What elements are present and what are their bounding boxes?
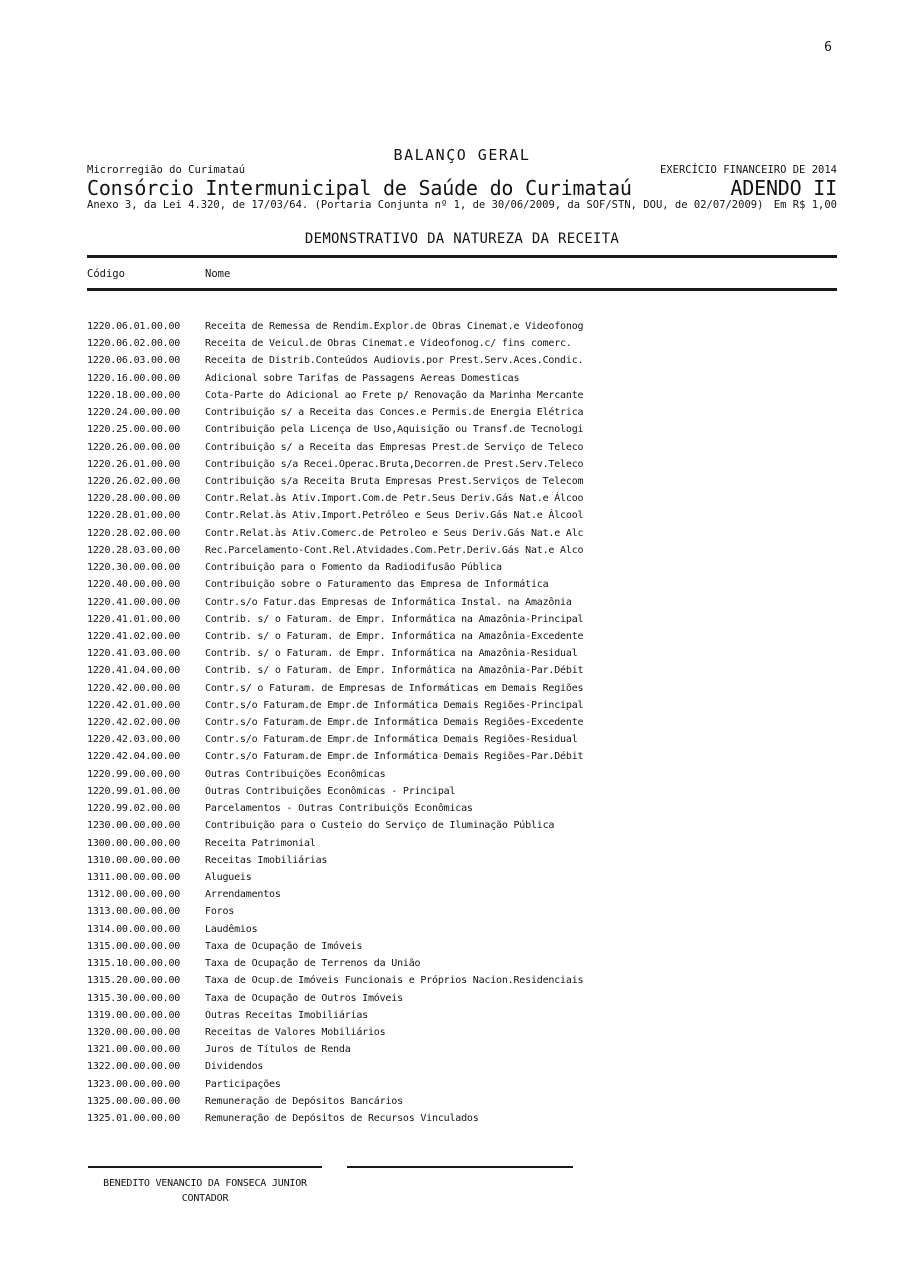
row-code: 1220.30.00.00.00 (87, 562, 181, 574)
row-code: 1220.41.03.00.00 (87, 648, 181, 660)
table-row (87, 869, 867, 886)
row-code: 1310.00.00.00.00 (87, 854, 181, 866)
row-name: Contrib. s/ o Faturam. de Empr. Informática na Amazônia-Residual (205, 648, 578, 660)
row-code: 1220.99.02.00.00 (87, 803, 181, 815)
row-name: Remuneração de Depósitos de Recursos Vinculados (205, 1113, 479, 1125)
table-row (87, 680, 867, 697)
row-name: Foros (205, 906, 235, 918)
table-row (87, 886, 867, 903)
divider-top (87, 255, 837, 258)
table-row (87, 645, 867, 662)
row-code: 1220.26.00.00.00 (87, 441, 181, 453)
table-row (87, 542, 867, 559)
revenue-nature-table (87, 318, 867, 1127)
table-row (87, 800, 867, 817)
row-code: 1315.00.00.00.00 (87, 940, 181, 952)
table-row (87, 1110, 867, 1127)
row-name: Cota-Parte do Adicional ao Frete p/ Renovação da Marinha Mercante (205, 389, 584, 401)
row-name: Receita de Remessa de Rendim.Explor.de Obras Cinemat.e Videofonog (205, 321, 584, 332)
row-name: Contribuição para o Custeio do Serviço de Iluminação Pública (205, 820, 555, 832)
org-name: Consórcio Intermunicipal de Saúde do Curimataú (87, 176, 632, 200)
row-code: 1220.25.00.00.00 (87, 424, 181, 436)
header-line-legal (87, 199, 837, 211)
row-name: Remuneração de Depósitos Bancários (205, 1095, 403, 1107)
row-name: Contr.s/ o Faturam. de Empresas de Informáticas em Demais Regiões (205, 682, 584, 694)
row-code: 1220.18.00.00.00 (87, 389, 181, 401)
table-row (87, 1041, 867, 1058)
table-row (87, 748, 867, 765)
row-name: Participações (205, 1078, 281, 1090)
signature-line-left (88, 1166, 322, 1168)
row-name: Receita Patrimonial (205, 837, 316, 849)
row-code: 1220.28.03.00.00 (87, 544, 181, 556)
row-code: 1220.16.00.00.00 (87, 372, 181, 384)
row-code: 1220.26.02.00.00 (87, 475, 181, 487)
table-row (87, 507, 867, 524)
row-name: Outras Contribuições Econômicas - Principal (205, 785, 456, 797)
row-name: Contr.Relat.às Ativ.Import.Petróleo e Seus Deriv.Gás Nat.e Álcool (205, 510, 584, 522)
table-row (87, 318, 867, 335)
table-row (87, 817, 867, 834)
row-name: Receitas de Valores Mobiliários (205, 1026, 386, 1038)
row-code: 1220.42.02.00.00 (87, 717, 181, 729)
adendo-label: ADENDO II (730, 176, 837, 200)
row-code: 1315.20.00.00.00 (87, 975, 181, 987)
row-code: 1220.42.04.00.00 (87, 751, 181, 763)
table-row (87, 352, 867, 369)
table-row (87, 1024, 867, 1041)
fiscal-year: EXERCÍCIO FINANCEIRO DE 2014 (659, 164, 837, 176)
table-row (87, 421, 867, 438)
row-name: Taxa de Ocupação de Imóveis (205, 940, 363, 952)
row-code: 1220.41.02.00.00 (87, 630, 181, 642)
table-row (87, 490, 867, 507)
table-row (87, 783, 867, 800)
row-name: Alugueis (205, 872, 252, 883)
row-code: 1321.00.00.00.00 (87, 1044, 181, 1056)
table-row (87, 938, 867, 955)
table-row (87, 903, 867, 920)
table-row (87, 972, 867, 989)
row-code: 1220.28.00.00.00 (87, 493, 181, 505)
row-name: Contrib. s/ o Faturam. de Empr. Informática na Amazônia-Principal (205, 613, 584, 625)
row-code: 1325.00.00.00.00 (87, 1095, 181, 1107)
org-region: Microrregião do Curimataú (87, 164, 246, 176)
row-code: 1322.00.00.00.00 (87, 1061, 181, 1073)
row-code: 1315.10.00.00.00 (87, 958, 181, 970)
row-name: Contr.s/o Fatur.das Empresas de Informática Instal. na Amazônia (205, 596, 572, 608)
row-code: 1220.42.00.00.00 (87, 682, 181, 694)
row-code: 1320.00.00.00.00 (87, 1026, 181, 1038)
table-row (87, 628, 867, 645)
row-name: Outras Contribuições Econômicas (205, 768, 386, 780)
table-row (87, 766, 867, 783)
row-name: Contr.Relat.às Ativ.Comerc.de Petroleo e Seus Deriv.Gás Nat.e Alc (205, 527, 584, 539)
document-title: BALANÇO GERAL (393, 146, 531, 164)
table-row (87, 387, 867, 404)
table-row (87, 714, 867, 731)
row-name: Outras Receitas Imobiliárias (205, 1009, 368, 1021)
row-code: 1314.00.00.00.00 (87, 923, 181, 935)
row-code: 1230.00.00.00.00 (87, 820, 181, 832)
row-name: Contribuição pela Licença de Uso,Aquisição ou Transf.de Tecnologi (205, 424, 584, 436)
row-code: 1220.42.03.00.00 (87, 734, 181, 746)
column-header-code: Código (87, 268, 125, 280)
legal-reference: Anexo 3, da Lei 4.320, de 17/03/64. (Portaria Conjunta nº 1, de 30/06/2009, da SOF/STN, DOU, de 02/07/2009) (87, 199, 764, 211)
row-code: 1220.06.01.00.00 (87, 321, 181, 332)
row-name: Contrib. s/ o Faturam. de Empr. Informática na Amazônia-Par.Débit (205, 665, 584, 677)
row-code: 1220.41.04.00.00 (87, 665, 181, 677)
table-row (87, 662, 867, 679)
row-name: Contr.s/o Faturam.de Empr.de Informática Demais Regiões-Par.Débit (205, 751, 584, 763)
row-name: Taxa de Ocup.de Imóveis Funcionais e Próprios Nacion.Residenciais (205, 975, 584, 987)
row-code: 1220.42.01.00.00 (87, 699, 181, 711)
page-number: 6 (824, 40, 832, 55)
row-code: 1312.00.00.00.00 (87, 889, 181, 901)
row-code: 1300.00.00.00.00 (87, 837, 181, 849)
row-name: Rec.Parcelamento-Cont.Rel.Atvidades.Com.Petr.Deriv.Gás Nat.e Alco (205, 544, 584, 556)
row-code: 1319.00.00.00.00 (87, 1009, 181, 1021)
row-code: 1220.28.01.00.00 (87, 510, 181, 522)
row-name: Receita de Distrib.Conteúdos Audiovis.por Prest.Serv.Aces.Condic. (205, 355, 584, 367)
table-row (87, 955, 867, 972)
row-name: Contr.s/o Faturam.de Empr.de Informática Demais Regiões-Residual (205, 734, 578, 746)
row-name: Parcelamentos - Outras Contribuiçõs Econômicas (205, 803, 473, 815)
table-row (87, 1058, 867, 1075)
table-row (87, 473, 867, 490)
row-name: Contrib. s/ o Faturam. de Empr. Informática na Amazônia-Excedente (205, 630, 584, 642)
row-code: 1220.41.00.00.00 (87, 596, 181, 608)
row-name: Contr.s/o Faturam.de Empr.de Informática Demais Regiões-Excedente (205, 717, 584, 729)
row-code: 1220.26.01.00.00 (87, 458, 181, 470)
row-code: 1220.24.00.00.00 (87, 407, 181, 419)
table-row (87, 576, 867, 593)
row-name: Contribuição sobre o Faturamento das Empresa de Informática (205, 579, 549, 591)
table-row (87, 852, 867, 869)
report-title: DEMONSTRATIVO DA NATUREZA DA RECEITA (304, 231, 620, 247)
signatory-role: CONTADOR (181, 1193, 229, 1204)
row-code: 1220.99.00.00.00 (87, 768, 181, 780)
table-row (87, 456, 867, 473)
row-code: 1220.40.00.00.00 (87, 579, 181, 591)
table-row (87, 1093, 867, 1110)
row-name: Contribuição s/a Recei.Operac.Bruta,Decorren.de Prest.Serv.Teleco (205, 458, 584, 470)
signatory-name: BENEDITO VENANCIO DA FONSECA JUNIOR (103, 1178, 307, 1189)
divider-header (87, 288, 837, 291)
table-row (87, 731, 867, 748)
row-name: Contr.Relat.às Ativ.Import.Com.de Petr.Seus Deriv.Gás Nat.e Álcoo (205, 493, 584, 505)
header-line-org (87, 176, 837, 200)
table-row (87, 835, 867, 852)
column-header-name: Nome (205, 268, 231, 280)
row-name: Dividendos (205, 1061, 264, 1073)
row-name: Contribuição para o Fomento da Radiodifusão Pública (205, 562, 502, 574)
row-name: Contribuição s/ a Receita das Empresas Prest.de Serviço de Teleco (205, 441, 584, 453)
table-row (87, 594, 867, 611)
row-name: Adicional sobre Tarifas de Passagens Aereas Domesticas (205, 372, 520, 384)
row-code: 1325.01.00.00.00 (87, 1113, 181, 1125)
table-row (87, 921, 867, 938)
row-code: 1220.28.02.00.00 (87, 527, 181, 539)
row-name: Receitas Imobiliárias (205, 854, 328, 866)
table-row (87, 611, 867, 628)
table-row (87, 335, 867, 352)
row-code: 1220.06.02.00.00 (87, 338, 181, 350)
row-name: Taxa de Ocupação de Outros Imóveis (205, 992, 403, 1004)
row-code: 1311.00.00.00.00 (87, 872, 181, 883)
row-name: Contr.s/o Faturam.de Empr.de Informática Demais Regiões-Principal (205, 699, 584, 711)
row-code: 1315.30.00.00.00 (87, 992, 181, 1004)
table-column-headers (87, 268, 837, 280)
row-name: Taxa de Ocupação de Terrenos da União (205, 958, 421, 970)
row-code: 1220.06.03.00.00 (87, 355, 181, 367)
signature-line-right (347, 1166, 573, 1168)
currency-note: Em R$ 1,00 (773, 199, 837, 211)
row-code: 1313.00.00.00.00 (87, 906, 181, 918)
table-row (87, 525, 867, 542)
row-name: Laudêmios (205, 923, 258, 935)
row-name: Receita de Veicul.de Obras Cinemat.e Videofonog.c/ fins comerc. (205, 338, 572, 350)
table-row (87, 990, 867, 1007)
table-row (87, 404, 867, 421)
row-code: 1220.99.01.00.00 (87, 785, 181, 797)
row-code: 1220.41.01.00.00 (87, 613, 181, 625)
table-row (87, 559, 867, 576)
table-row (87, 370, 867, 387)
row-name: Juros de Títulos de Renda (205, 1044, 351, 1056)
row-name: Contribuição s/a Receita Bruta Empresas Prest.Serviços de Telecom (205, 475, 584, 487)
row-name: Contribuição s/ a Receita das Conces.e Permis.de Energia Elétrica (205, 407, 584, 419)
row-name: Arrendamentos (205, 889, 281, 901)
table-row (87, 697, 867, 714)
table-row (87, 439, 867, 456)
row-code: 1323.00.00.00.00 (87, 1078, 181, 1090)
header-line-region (87, 164, 837, 176)
table-row (87, 1007, 867, 1024)
table-row (87, 1076, 867, 1093)
